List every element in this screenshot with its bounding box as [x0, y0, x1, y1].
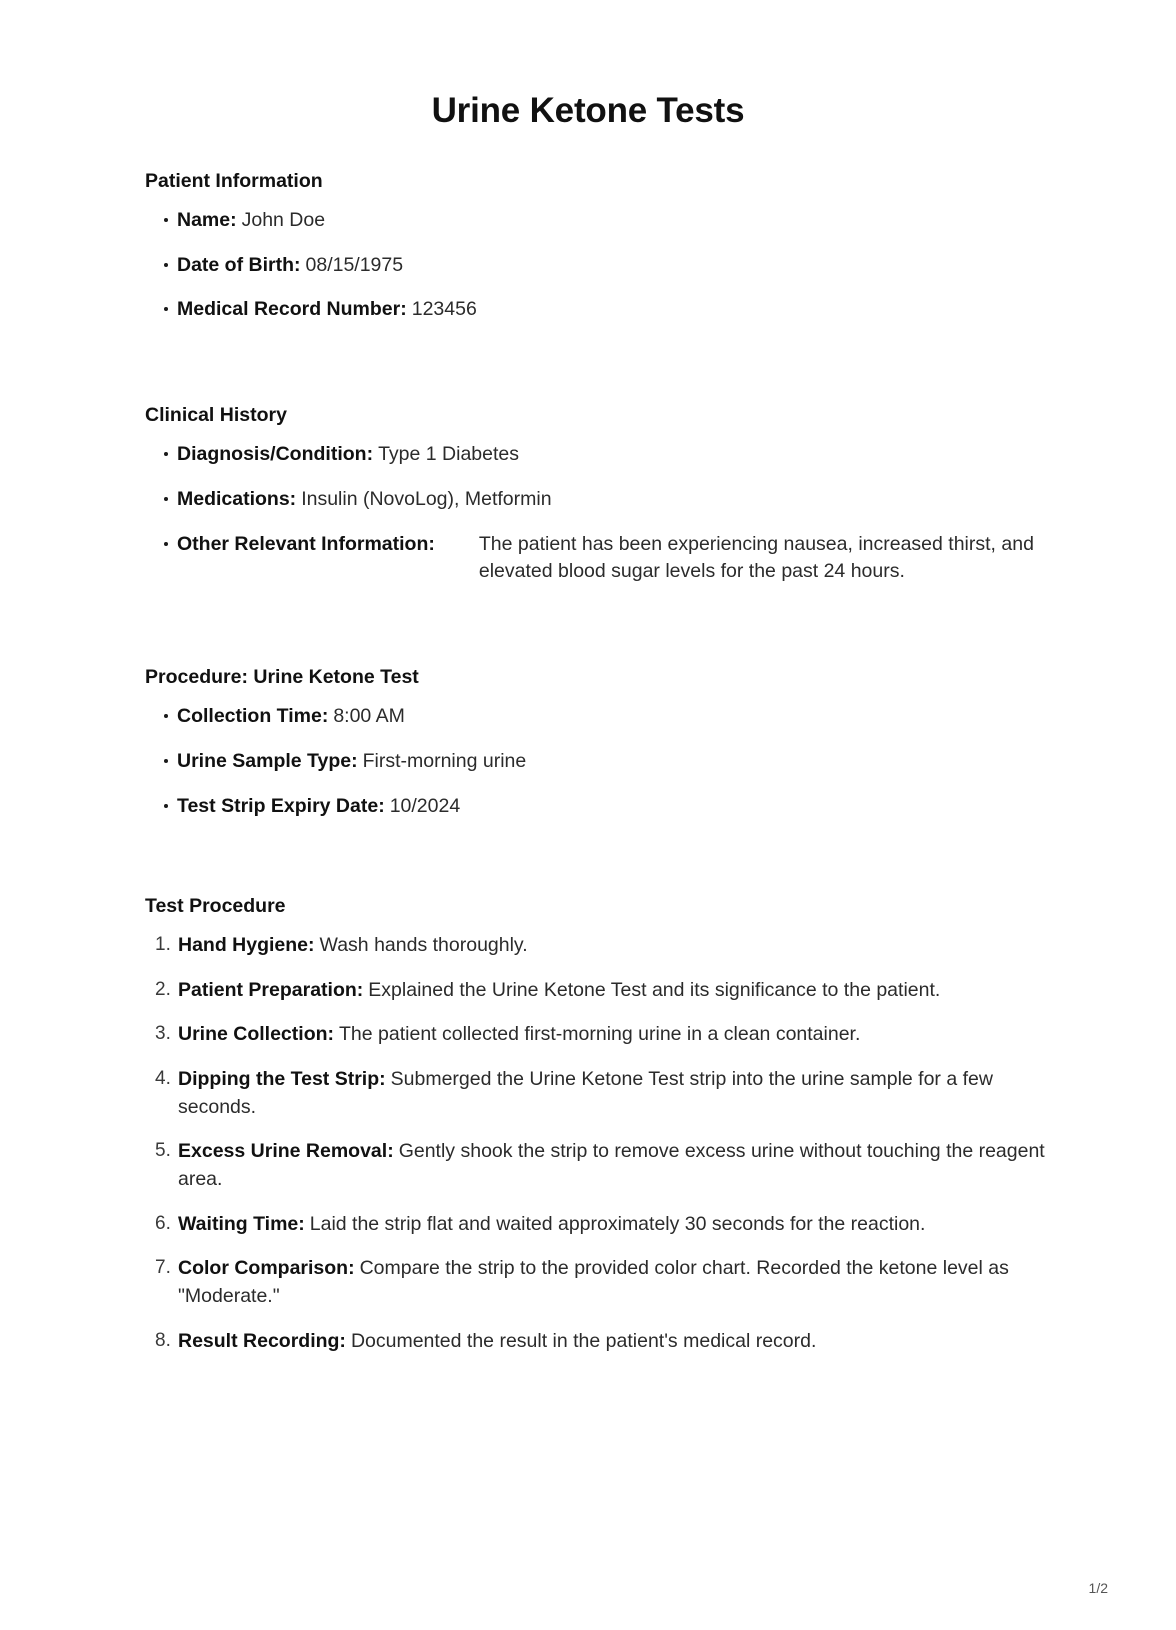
step-label-color-comparison: Color Comparison:	[178, 1257, 355, 1280]
list-item	[145, 531, 1066, 586]
field-value-collection-time: 8:00 AM	[333, 705, 405, 728]
list-item	[145, 207, 1066, 235]
step-value-waiting-time: Laid the strip flat and waited approximately 30 seconds for the reaction.	[309, 1212, 926, 1235]
list-item	[145, 1138, 1066, 1193]
section-heading-patient-information: Patient Information	[145, 169, 323, 192]
clinical-history-list	[145, 441, 1066, 586]
step-value-result-recording: Documented the result in the patient's medical record.	[350, 1329, 817, 1352]
step-value-color-comparison: Compare the strip to the provided color chart. Recorded the ketone level as "Moderate."	[178, 1257, 1009, 1308]
step-value-patient-preparation: Explained the Urine Ketone Test and its significance to the patient.	[368, 978, 941, 1001]
section-spacer	[145, 838, 1066, 894]
patient-information-list	[145, 207, 1066, 324]
list-item	[145, 252, 1066, 280]
list-item	[145, 977, 1066, 1005]
list-item	[145, 1255, 1066, 1310]
list-item	[145, 703, 1066, 731]
section-spacer	[145, 603, 1066, 665]
field-label-test-strip-expiry-date: Test Strip Expiry Date:	[177, 794, 385, 817]
field-value-name: John Doe	[241, 208, 326, 231]
section-patient-information	[145, 169, 1066, 324]
step-label-waiting-time: Waiting Time:	[178, 1212, 305, 1235]
list-item	[145, 932, 1066, 960]
section-heading-clinical-history: Clinical History	[145, 403, 287, 426]
list-item	[145, 296, 1066, 324]
field-label-collection-time: Collection Time:	[177, 705, 329, 728]
section-spacer	[145, 341, 1066, 403]
field-label-medical-record-number: Medical Record Number:	[177, 298, 407, 321]
field-label-urine-sample-type: Urine Sample Type:	[177, 750, 358, 773]
step-label-urine-collection: Urine Collection:	[178, 1023, 335, 1046]
step-value-urine-collection: The patient collected first-morning urine in a clean container.	[339, 1023, 861, 1046]
section-clinical-history	[145, 403, 1066, 586]
section-heading-procedure: Procedure: Urine Ketone Test	[145, 666, 419, 689]
list-item	[145, 748, 1066, 776]
step-label-excess-urine-removal: Excess Urine Removal:	[178, 1140, 394, 1163]
step-value-excess-urine-removal: Gently shook the strip to remove excess urine without touching the reagent area.	[178, 1140, 1045, 1190]
test-procedure-steps	[145, 932, 1066, 1356]
document-body	[0, 131, 1176, 1356]
field-value-medications: Insulin (NovoLog), Metformin	[301, 488, 552, 510]
list-item	[145, 1066, 1066, 1121]
field-value-urine-sample-type: First-morning urine	[362, 750, 527, 773]
field-label-date-of-birth: Date of Birth:	[177, 253, 301, 276]
step-value-hand-hygiene: Wash hands thoroughly.	[319, 933, 528, 956]
step-label-hand-hygiene: Hand Hygiene:	[178, 933, 315, 956]
step-label-dipping-the-test-strip: Dipping the Test Strip:	[178, 1067, 386, 1090]
field-value-diagnosis: Type 1 Diabetes	[378, 443, 519, 466]
step-label-result-recording: Result Recording:	[178, 1329, 346, 1352]
page-title: Urine Ketone Tests	[431, 91, 745, 130]
section-procedure	[145, 665, 1066, 820]
field-label-diagnosis: Diagnosis/Condition:	[177, 443, 374, 466]
field-value-test-strip-expiry-date: 10/2024	[389, 794, 461, 817]
procedure-list	[145, 703, 1066, 820]
field-label-name: Name:	[177, 208, 237, 231]
field-label-medications: Medications:	[177, 488, 297, 510]
list-item	[145, 1211, 1066, 1239]
step-value-dipping-the-test-strip: Submerged the Urine Ketone Test strip into the urine sample for a few seconds.	[178, 1067, 993, 1118]
page-number-indicator: 1/2	[1088, 1580, 1108, 1596]
list-item	[145, 486, 1066, 514]
field-value-other-relevant-information: The patient has been experiencing nausea, increased thirst, and elevated blood sugar levels for the past 24 hours.	[478, 532, 1034, 583]
list-item	[145, 1328, 1066, 1356]
step-label-patient-preparation: Patient Preparation:	[178, 978, 364, 1001]
field-label-other-relevant-information: Other Relevant Information:	[177, 532, 435, 555]
list-item	[145, 793, 1066, 821]
field-value-date-of-birth: 08/15/1975	[305, 253, 404, 276]
section-heading-test-procedure: Test Procedure	[145, 894, 286, 917]
list-item	[145, 441, 1066, 469]
list-item	[145, 1021, 1066, 1049]
field-value-medical-record-number: 123456	[411, 298, 477, 321]
section-test-procedure	[145, 894, 1066, 1356]
